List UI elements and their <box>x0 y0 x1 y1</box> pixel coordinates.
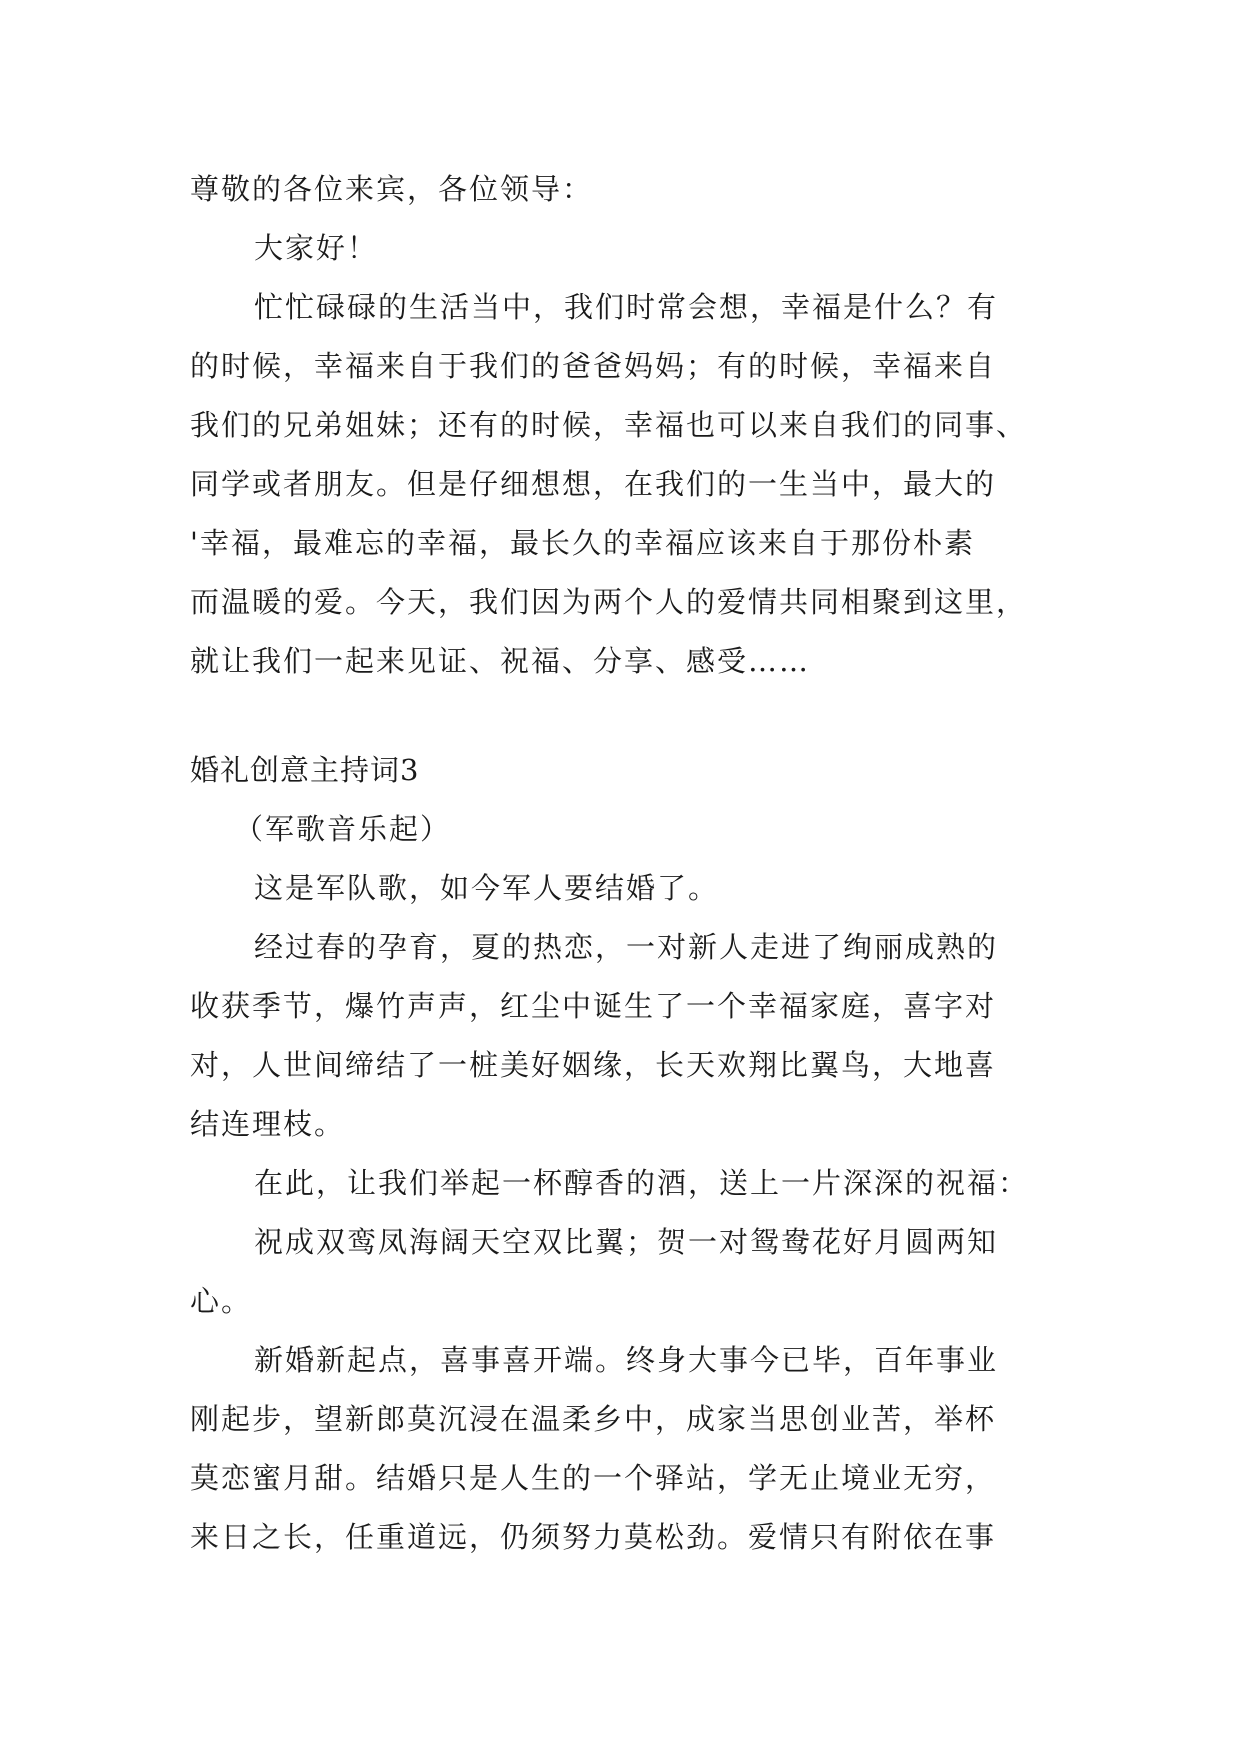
paragraph-line: 莫恋蜜月甜。结婚只是人生的一个驿站，学无止境业无穷， <box>190 1461 997 1495</box>
greeting-line: 尊敬的各位来宾，各位领导： <box>190 172 594 206</box>
paragraph-line: 来日之长，任重道远，仍须努力莫松劲。爱情只有附依在事 <box>190 1520 997 1554</box>
document-body <box>190 160 1050 1567</box>
hello-line: 大家好！ <box>254 231 379 265</box>
paragraph-line: 心。 <box>190 1284 253 1318</box>
paragraph-line: 同学或者朋友。但是仔细想想，在我们的一生当中，最大的 <box>190 467 997 501</box>
music-cue: （军歌音乐起） <box>234 812 452 846</box>
section-spacer <box>190 691 1050 741</box>
blessing-paragraph <box>190 1213 1050 1331</box>
paragraph-line: 刚起步，望新郎莫沉浸在温柔乡中，成家当思创业苦，举杯 <box>190 1402 997 1436</box>
paragraph-line: 就让我们一起来见证、祝福、分享、感受…… <box>190 644 811 678</box>
paragraph-line: 的时候，幸福来自于我们的爸爸妈妈；有的时候，幸福来自 <box>190 349 997 383</box>
section-title: 婚礼创意主持词3 <box>190 753 420 787</box>
paragraph-line: 我们的兄弟姐妹；还有的时候，幸福也可以来自我们的同事、 <box>190 408 1028 442</box>
intro-paragraph <box>190 278 1050 691</box>
paragraph-line: 而温暖的爱。今天，我们因为两个人的爱情共同相聚到这里， <box>190 585 1028 619</box>
new-start-paragraph <box>190 1331 1050 1567</box>
army-line: 这是军队歌，如今军人要结婚了。 <box>254 871 720 905</box>
seasons-paragraph <box>190 918 1050 1154</box>
toast-line: 在此，让我们举起一杯醇香的酒，送上一片深深的祝福： <box>254 1166 1030 1200</box>
paragraph-line: 收获季节，爆竹声声，红尘中诞生了一个幸福家庭，喜字对 <box>190 989 997 1023</box>
paragraph-line: 经过春的孕育，夏的热恋，一对新人走进了绚丽成熟的 <box>254 930 999 964</box>
paragraph-line: 新婚新起点，喜事喜开端。终身大事今已毕，百年事业 <box>254 1343 999 1377</box>
paragraph-line: '幸福，最难忘的幸福，最长久的幸福应该来自于那份朴素 <box>190 526 975 560</box>
paragraph-line: 对，人世间缔结了一桩美好姻缘，长天欢翔比翼鸟，大地喜 <box>190 1048 997 1082</box>
paragraph-line: 忙忙碌碌的生活当中，我们时常会想，幸福是什么？有 <box>254 290 999 324</box>
paragraph-line: 结连理枝。 <box>190 1107 346 1141</box>
paragraph-line: 祝成双鸾凤海阔天空双比翼；贺一对鸳鸯花好月圆两知 <box>254 1225 999 1259</box>
